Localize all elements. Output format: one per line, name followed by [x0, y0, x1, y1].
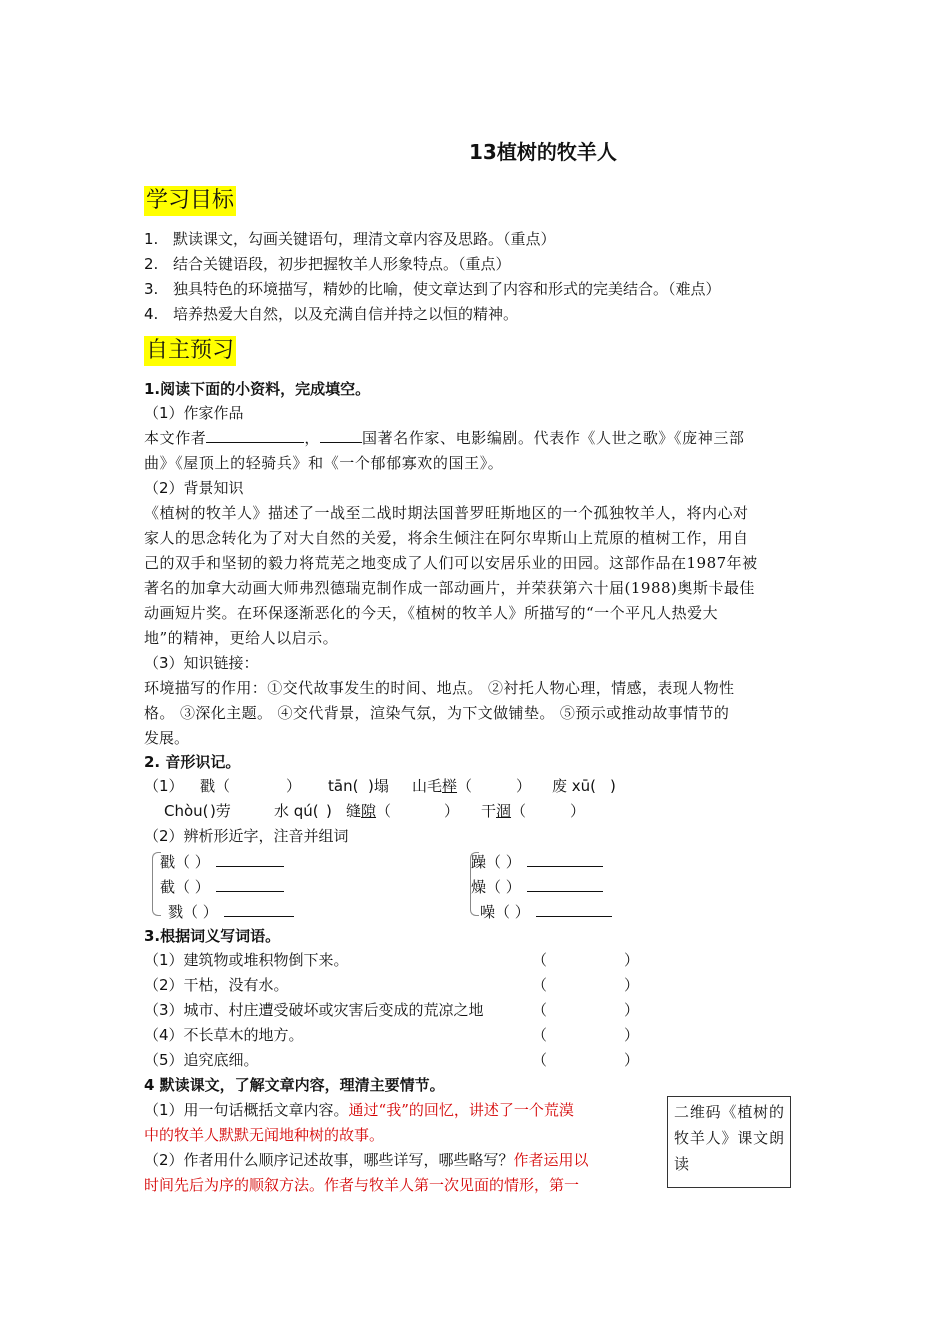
section-heading-goals: 学习目标 — [144, 186, 236, 216]
question-2-title: 2. 音形识记。 — [144, 753, 241, 771]
answer-paren-close: ） — [624, 1001, 640, 1019]
answer-paren-close: ） — [624, 1026, 640, 1044]
answer-paren-close: ） — [624, 976, 640, 994]
similar-char-right: 噪（ ） — [480, 900, 612, 925]
link-line: 发展。 — [144, 729, 190, 747]
answer-paren-open: （ — [532, 951, 548, 969]
section-heading-preview: 自主预习 — [144, 336, 236, 366]
answer-paren-open: （ — [532, 1051, 548, 1069]
q1-sub-author: （1）作家作品 — [144, 404, 244, 422]
pinyin-w3f: ） — [516, 777, 532, 795]
pinyin-p1: （1） — [144, 777, 184, 795]
link-line: 环境描写的作用：①交代故事发生的时间、地点。 ②衬托人物心理，情感，表现人物性 — [144, 679, 735, 697]
pinyin-w8f: ） — [570, 802, 586, 820]
goal-item — [144, 227, 556, 252]
definition-item: （2）干枯，没有水。 — [144, 976, 289, 994]
answer-paren-open: （ — [532, 1001, 548, 1019]
definition-item: （4）不长草木的地方。 — [144, 1026, 304, 1044]
answer-paren-close: ） — [624, 951, 640, 969]
bg-line: 动画短片奖。在环保逐渐恶化的今天，《植树的牧羊人》所描写的“一个平凡人热爱大 — [144, 604, 719, 622]
question-3-title: 3.根据词义写词语。 — [144, 927, 281, 945]
bg-line: 《植树的牧羊人》描述了一战至二战时期法国普罗旺斯地区的一个孤独牧羊人，将内心对 — [144, 504, 749, 522]
goal-text: 结合关键语段，初步把握牧羊人形象特点。（重点） — [173, 255, 511, 273]
word-blank[interactable] — [224, 900, 294, 917]
goal-item — [144, 302, 519, 327]
similar-char-left: 戳（ ） — [160, 850, 284, 875]
pinyin-w2e: )塌 — [368, 777, 389, 795]
q4-sub2: （2）作者用什么顺序记述故事，哪些详写，哪些略写？作者运用以 — [144, 1151, 589, 1169]
goal-text: 默读课文，勾画关键语句，理清文章内容及思路。（重点） — [173, 230, 556, 248]
link-line: 格。 ③深化主题。 ④交代背景，渲染气氛，为下文做铺垫。 ⑤预示或推动故事情节的 — [144, 704, 730, 722]
pinyin-w1e: ） — [286, 777, 302, 795]
goal-num: 2. — [144, 255, 159, 273]
bg-line: 己的双手和坚韧的毅力将荒芜之地变成了人们可以安居乐业的田园。这部作品在1987年被 — [144, 554, 758, 572]
q1-author-line-2: 曲》《屋顶上的轻骑兵》和《一个郁郁寡欢的国王》。 — [144, 454, 504, 472]
goal-num: 4. — [144, 305, 159, 323]
question-1-title: 1.阅读下面的小资料，完成填空。 — [144, 380, 371, 398]
goal-item — [144, 277, 721, 302]
goal-num: 3. — [144, 280, 159, 298]
definition-item: （1）建筑物或堆积物倒下来。 — [144, 951, 349, 969]
country-blank[interactable] — [320, 426, 362, 443]
word-blank[interactable] — [216, 850, 284, 867]
q1-author-line: 本文作者 ， 国著名作家、电影编剧。代表作《人世之歌》《庞神三部 — [144, 426, 745, 451]
word-blank[interactable] — [216, 875, 284, 892]
pinyin-w4e: ) — [610, 777, 616, 795]
pinyin-w8: 干涸（ — [481, 802, 527, 820]
definition-item: （5）追究底细。 — [144, 1051, 259, 1069]
similar-char-right: 躁（ ） — [471, 850, 603, 875]
bg-line: 地”的精神，更给人以启示。 — [144, 629, 339, 647]
answer-text: 作者运用以 — [513, 1151, 589, 1169]
question-4-title: 4 默读课文，了解文章内容，理清主要情节。 — [144, 1076, 445, 1094]
definition-item: （3）城市、村庄遭受破坏或灾害后变成的荒凉之地 — [144, 1001, 484, 1019]
pinyin-w3: 山毛榉（ — [412, 777, 473, 795]
word-blank[interactable] — [536, 900, 612, 917]
similar-char-left: 戮（ ） — [168, 900, 294, 925]
pinyin-w2: tān( — [328, 777, 359, 795]
qr-code-box[interactable]: 二维码《植树的牧羊人》课文朗读 — [667, 1096, 791, 1188]
q1-sub-background: （2）背景知识 — [144, 479, 244, 497]
answer-paren-open: （ — [532, 976, 548, 994]
pinyin-w4: 废 xū( — [552, 777, 597, 795]
pinyin-w6: 水 qú( — [274, 802, 319, 820]
q1-sub-link: （3）知识链接： — [144, 654, 259, 672]
pinyin-w7f: ） — [444, 802, 460, 820]
goal-item — [144, 252, 511, 277]
pinyin-w7: 缝隙（ — [346, 802, 392, 820]
word-blank[interactable] — [527, 875, 603, 892]
answer-paren-close: ） — [624, 1051, 640, 1069]
q2-sub-similar: （2）辨析形近字，注音并组词 — [144, 827, 349, 845]
answer-text: 中的牧羊人默默无闻地种树的故事。 — [144, 1126, 385, 1144]
similar-char-right: 燥（ ） — [471, 875, 603, 900]
goal-text: 独具特色的环境描写，精妙的比喻，使文章达到了内容和形式的完美结合。（难点） — [173, 280, 721, 298]
bg-line: 著名的加拿大动画大师弗烈德瑞克制作成一部动画片，并荣获第六十届(1988)奥斯卡最佳 — [144, 579, 755, 597]
goal-num: 1. — [144, 230, 159, 248]
word-blank[interactable] — [527, 850, 603, 867]
goal-text: 培养热爱大自然，以及充满自信并持之以恒的精神。 — [173, 305, 519, 323]
pinyin-w1: 戳（ — [200, 777, 231, 795]
q4-sub1: （1）用一句话概括文章内容。通过“我”的回忆，讲述了一个荒漠 — [144, 1101, 574, 1119]
author-blank[interactable] — [206, 426, 304, 443]
bg-line: 家人的思念转化为了对大自然的关爱，将余生倾注在阿尔卑斯山上荒原的植树工作，用自 — [144, 529, 749, 547]
answer-text: 时间先后为序的顺叙方法。作者与牧羊人第一次见面的情形，第一 — [144, 1176, 580, 1194]
pinyin-w6e: ) — [326, 802, 332, 820]
answer-paren-open: （ — [532, 1026, 548, 1044]
page-title: 13植树的牧羊人 — [469, 140, 617, 164]
pinyin-w5: Chòu( — [164, 802, 209, 820]
pinyin-w5e: )劳 — [210, 802, 231, 820]
answer-text: 通过“我”的回忆，讲述了一个荒漠 — [348, 1101, 574, 1119]
similar-char-left: 截（ ） — [160, 875, 284, 900]
